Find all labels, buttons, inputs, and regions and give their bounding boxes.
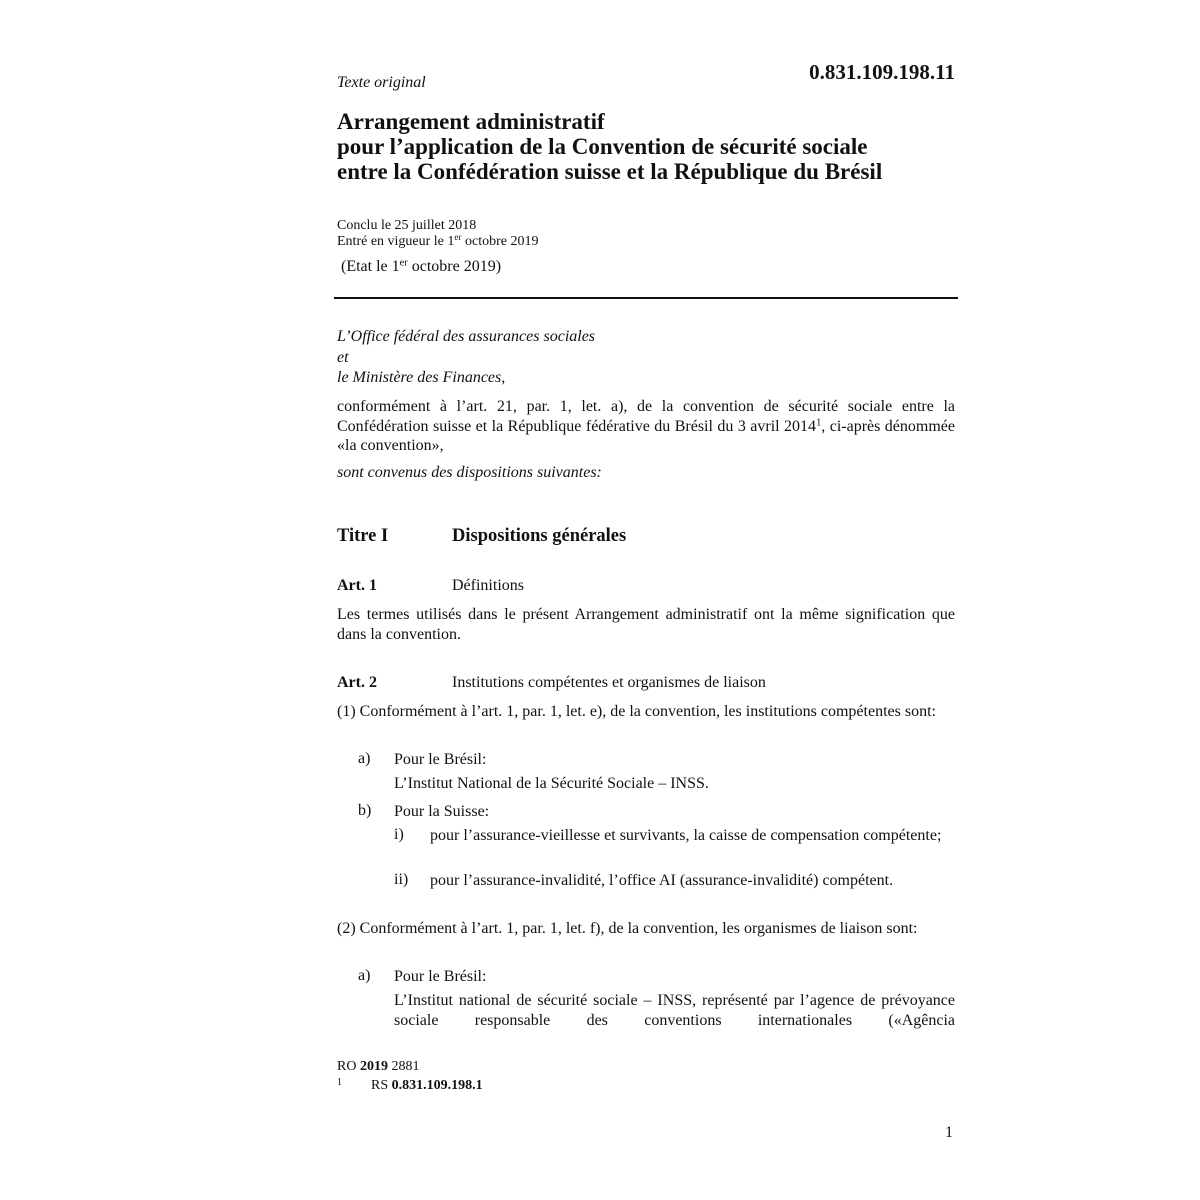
list-item-brazil-title-2: Pour le Brésil: [394,968,487,985]
preamble-party-2: le Ministère des Finances, [337,369,506,386]
footnote-number: 1 [337,1077,342,1088]
document-title [337,109,955,184]
sublist-item-ai: pour l’assurance-invalidité, l’office AI (assurance-invalidité) compétent. [430,872,894,889]
preamble-conjunction: et [337,349,349,366]
page-number: 1 [945,1124,953,1141]
sublist-item-avs: pour l’assurance-vieillesse et survivants, la caisse de compensation compétente; [430,827,942,844]
list-item-switzerland-title: Pour la Suisse: [394,803,490,820]
list-label-a-2: a) [358,967,371,984]
header-divider [334,297,958,299]
list-item-brazil-liaison-text: L’Institut national de sécurité sociale – INSS, représenté par l’agence de prévoyance sociale responsable des conventions internationales («Agência [394,992,955,1029]
article-2-para-1: (1) Conformément à l’art. 1, par. 1, let. e), de la convention, les institutions compétentes sont: [337,703,936,720]
status-date: (Etat le 1er octobre 2019) [341,257,502,275]
title-line-2: pour l’application de la Convention de sécurité sociale [337,134,868,159]
sublist-label-ii: ii) [394,871,409,888]
title-line-3: entre la Confédération suisse et la République du Brésil [337,159,883,184]
entry-into-force-date: Entré en vigueur le 1er octobre 2019 [337,232,539,249]
list-item-brazil-text: L’Institut National de la Sécurité Sociale – INSS. [394,775,709,792]
footer-ro-reference: RO 2019 2881 [337,1059,420,1074]
system-number: 0.831.109.198.11 [809,60,955,84]
document-page [337,0,955,1200]
list-label-b: b) [358,802,372,819]
article-2-para-2: (2) Conformément à l’art. 1, par. 1, let. f), de la convention, les organismes de liaison sont: [337,920,918,937]
title-line-1: Arrangement administratif [337,109,605,134]
preamble-agreed: sont convenus des dispositions suivantes: [337,464,602,481]
title-i-heading [337,526,955,547]
article-1-text: Les termes utilisés dans le présent Arrangement administratif ont la même signification que dans la convention. [337,606,955,643]
preamble-party-1: L’Office fédéral des assurances sociales [337,328,596,345]
title-number: Titre I [337,526,389,546]
title-label: Dispositions générales [452,526,627,546]
preamble-text: conformément à l’art. 21, par. 1, let. a), de la convention de sécurité sociale entre la Confédération suisse et la République fédérative du Brésil du 3 avril 2014$^1$, ci-après dénommée «la convention», [337,398,955,454]
sublist-label-i: i) [394,826,404,843]
footnote-1: 1 RS 0.831.109.198.1 [337,1077,483,1093]
list-label-a: a) [358,750,371,767]
concluded-date: Conclu le 25 juillet 2018 [337,218,477,233]
article-1-heading: Art. 1 Définitions [337,577,524,594]
list-item-brazil-title: Pour le Brésil: [394,751,487,768]
article-2-heading: Art. 2 Institutions compétentes et organismes de liaison [337,674,766,691]
footnote-reference[interactable]: 1 [816,416,822,428]
original-text-label: Texte original [337,74,426,91]
